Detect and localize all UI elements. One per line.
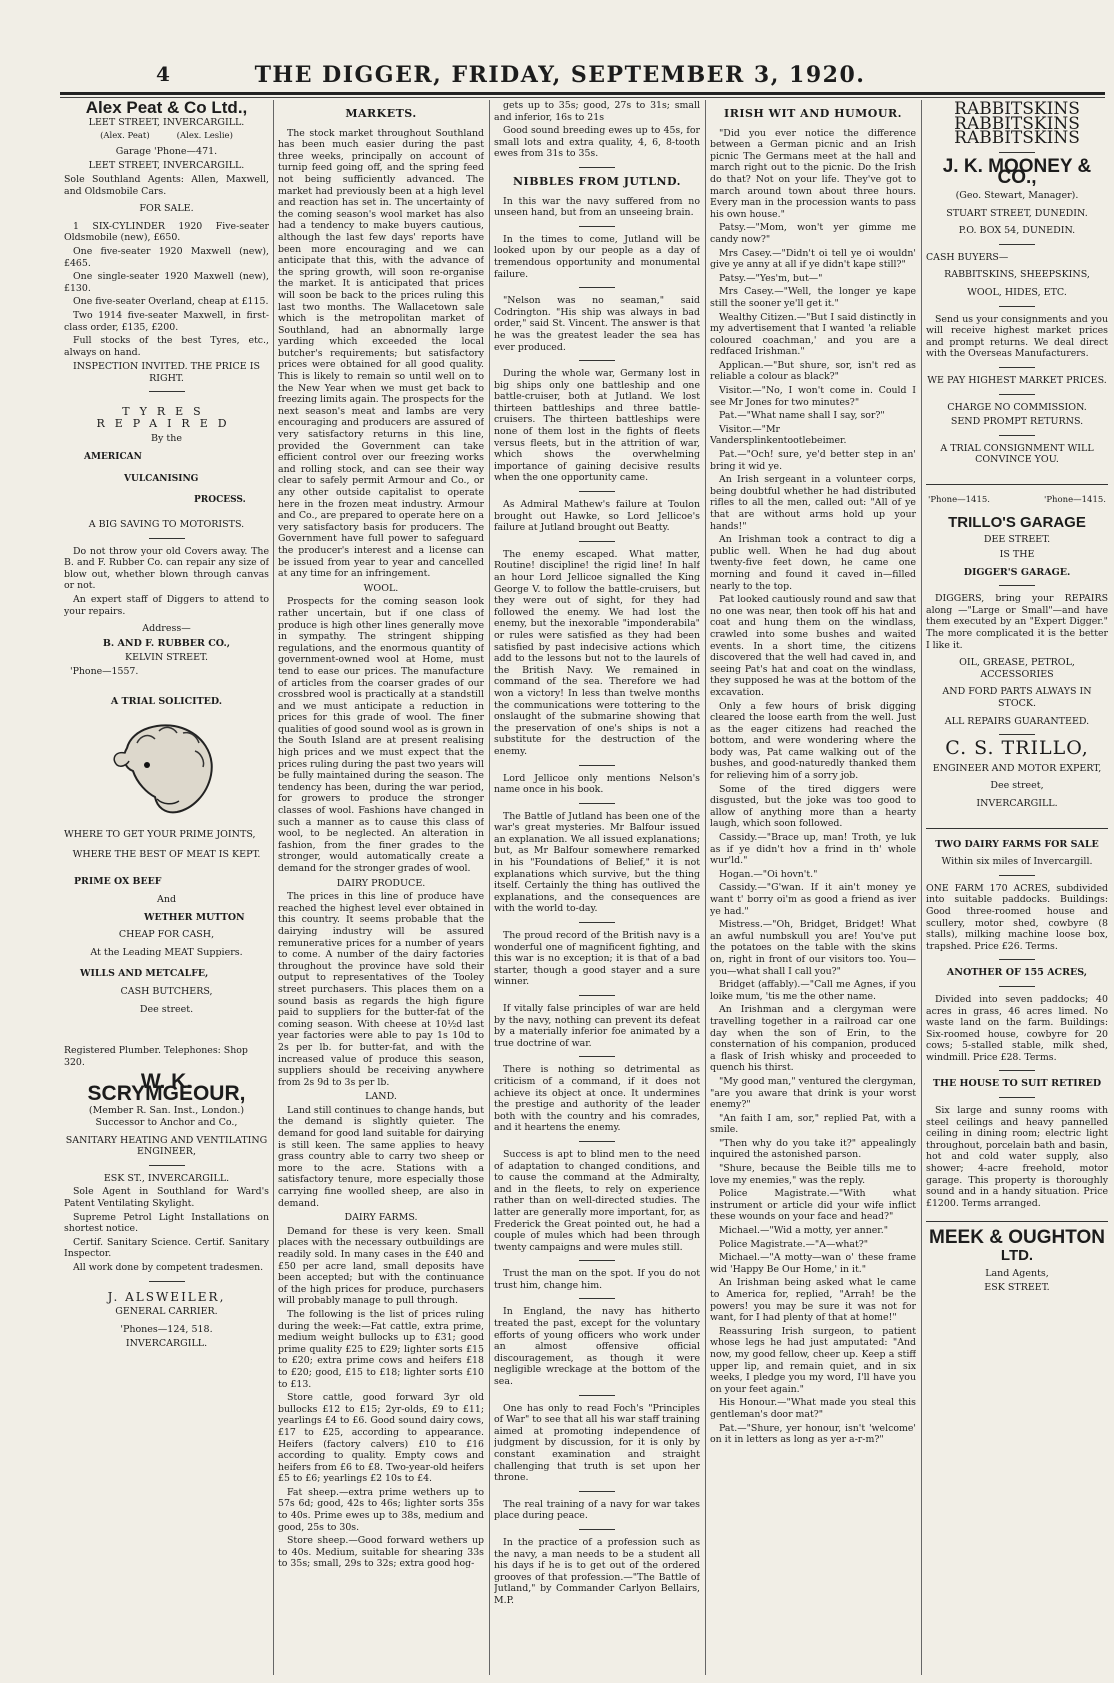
paragraph: Prospects for the coming season look rather uncertain, but if one class of produce is high other lines generally move in sympathy. The stringent shipping regulations, and the enormous quantity of government-owned wool at Home, must tend to ease our prices. The manufacture of articles from the coarser grades of our crossbred wool is practically at a standstill and we must anticipate a reduction in prices for this grade of wool. The finer qualities of good sound wool as is grown in the South Island are at present realising high prices and we must expect that the prices ruling during the past two years will be fully maintained during the season. The tendency has been, during the war period, for growers to produce the stronger classes of wool. Fashions have changed in such a manner as to cause this class of wool, to be neglected. An alteration in fashion, from the finer grades to the stronger, would automatically create a demand for the stronger grades of wool. bbox=[278, 596, 484, 874]
paragraph: Applican.—"But shure, sor, isn't red as reliable a colour as black?" bbox=[710, 359, 916, 383]
separator bbox=[149, 391, 185, 392]
land-heading: LAND. bbox=[365, 1091, 397, 1103]
separator bbox=[999, 986, 1035, 987]
ad-guaranteed: ALL REPAIRS GUARANTEED. bbox=[944, 715, 1090, 727]
separator bbox=[579, 1529, 615, 1530]
ad-trial: A TRIAL CONSIGNMENT WILL CONVINCE YOU. bbox=[940, 442, 1094, 466]
paragraph: Supreme Petrol Light Installations on shortest notice. bbox=[64, 1211, 269, 1235]
paragraph: All work done by competent tradesmen. bbox=[73, 1262, 264, 1273]
separator bbox=[999, 734, 1035, 735]
paragraph: In the times to come, Jutland will be looked upon by our people as a day of tremendous opportunity and monumental failure. bbox=[494, 233, 700, 280]
separator bbox=[579, 1141, 615, 1142]
separator bbox=[149, 1165, 185, 1166]
paragraph: In the practice of a profession such as the navy, a man needs to be a student all his days if he is to get out of the ordered grooves of that profession.—"The Battle of Jutland," by Commander Carlyon Bellairs, M.P. bbox=[494, 1536, 700, 1606]
paragraph: Michael.—"A motty—wan o' these frame wid 'Happy Be Our Home,' in it." bbox=[710, 1252, 916, 1275]
paragraph: Michael.—"Wid a motty, yer anner." bbox=[719, 1225, 889, 1237]
ad-rabbitskins-2: RABBITSKINS bbox=[954, 113, 1080, 134]
ad-and: And bbox=[156, 893, 177, 905]
ad-rubber-co: B. AND F. RUBBER CO., bbox=[102, 637, 231, 649]
paragraph: The real training of a navy for war takes place during peace. bbox=[494, 1498, 700, 1522]
ad-phones: 'Phones—124, 518. bbox=[120, 1323, 213, 1335]
separator bbox=[999, 875, 1035, 876]
ad-dee: Dee street. bbox=[139, 1003, 194, 1015]
ad-tyres-vulcanising: VULCANISING bbox=[124, 473, 199, 484]
separator bbox=[579, 1491, 615, 1492]
ad-tyres-body bbox=[64, 546, 269, 618]
paragraph: Fat sheep.—extra prime wethers up to 57s 6d; good, 42s to 46s; lighter sorts 35s to 40s. Prime ewes up to 38s, medium and good, 25s to 30s. bbox=[278, 1486, 484, 1533]
ad-ltd: LTD. bbox=[1000, 1247, 1034, 1264]
separator bbox=[579, 803, 615, 804]
paragraph: In England, the navy has hitherto treated the past, except for the voluntary efforts of young officers who work under an almost offensive official discouragement, as though it were negligible wreckage at the bottom of the sea. bbox=[494, 1306, 700, 1388]
paragraph: "An faith I am, sor," replied Pat, with a smile. bbox=[710, 1112, 916, 1136]
paragraph: The enemy escaped. What matter, Routine! discipline! the rigid line! In half an hour Lord Jellicoe signalled the King George V. to follow the battle-cruisers, but they were out of sight, for they had followed the enemy. We had lost the enemy, but the inexorable "imponderabila" or rules were satisfied as they had been satisfied by past indecisive actions which add to the lessons but not to the laurels of the British Navy. We remained in command of the sea. Therefore we had won a victory! In less than twelve months the communications were tottering to the onslaught of the submarine showing that the preservation of one's ships is not a substitute for the destruction of the enemy. bbox=[494, 548, 700, 757]
ad-rabbitskins-3: RABBITSKINS bbox=[954, 128, 1080, 149]
ad-phone-row bbox=[926, 495, 1108, 507]
ad-oil: OIL, GREASE, PETROL, ACCESSORIES bbox=[959, 657, 1075, 680]
paragraph: "My good man," ventured the clergyman, "are you aware that drink is your worst enemy?" bbox=[710, 1075, 916, 1111]
dairy-heading: DAIRY PRODUCE. bbox=[336, 877, 426, 889]
paragraph: Wealthy Citizen.—"But I said distinctly in my advertisement that I wanted 'a reliable coloured coachman,' and you are a redfaced Irishman." bbox=[710, 311, 916, 358]
ad-kelvin: KELVIN STREET. bbox=[125, 652, 208, 664]
ad-peat-street: LEET STREET, INVERCARGILL. bbox=[88, 116, 245, 128]
ad-invercargill: INVERCARGILL. bbox=[976, 797, 1058, 809]
ad-address-label: Address— bbox=[142, 623, 191, 635]
paragraph: An Irish sergeant in a volunteer corps, being doubtful whether he had distributed rifles to all the men, called out: "All of ye that are without arms hold up your hands!" bbox=[710, 474, 916, 532]
jutland-paragraphs bbox=[494, 196, 700, 1607]
ad-meek: MEEK & OUGHTON bbox=[929, 1227, 1105, 1249]
markets-wool bbox=[278, 596, 484, 874]
ad-meat-best: WHERE THE BEST OF MEAT IS KEPT. bbox=[72, 848, 261, 860]
paragraph: Sole Agent in Southland for Ward's Patent Ventilating Skylight. bbox=[64, 1186, 269, 1210]
paragraph: Land still continues to change hands, but the demand is slightly quieter. The demand for good land suitable for dairying is still keen. The same applies to heavy grass country able to carry two sheep or more to the acre. Stations with a satisfactory tenure, more especially those carrying fine woolled sheep, are also in demand. bbox=[278, 1104, 484, 1209]
column-advertisements-right bbox=[926, 100, 1108, 1675]
sheep-head-illustration bbox=[107, 713, 227, 823]
ad-farm-170: ONE FARM 170 ACRES, subdivided into suitable paddocks. Buildings: Good three-roomed house and scullery, motor shed, cowbyre (8 stalls), milking machine loose box, trapshed. Price £26. Terms. bbox=[926, 882, 1108, 952]
paragraph: An Irishman took a contract to dig a public well. When he had dug about twenty-five feet down, he came one morning and found it caved in—filled nearly to the top. bbox=[710, 534, 916, 592]
paragraph: Two 1914 five-seater Maxwell, in first-class order, £135, £200. bbox=[64, 309, 269, 333]
ad-meat-where: WHERE TO GET YOUR PRIME JOINTS, bbox=[64, 829, 256, 841]
ad-pobox: P.O. BOX 54, DUNEDIN. bbox=[958, 225, 1076, 237]
paragraph: Some of the tired diggers were disgusted, but the joke was too good to allow of anything more than a hearty laugh, which soon followed. bbox=[710, 783, 916, 830]
separator bbox=[999, 367, 1035, 368]
ad-tyres-process: PROCESS. bbox=[194, 495, 246, 506]
ad-wether: WETHER MUTTON bbox=[144, 911, 245, 923]
ad-house-suit: THE HOUSE TO SUIT RETIRED bbox=[932, 1078, 1102, 1090]
paragraph: An Irishman and a clergyman were travelling together in a railroad car one day when the son of Erin, to the consternation of his companion, produced a flask of Irish whisky and proceeded to quench his thirst. bbox=[710, 1004, 916, 1074]
column-advertisements-left bbox=[64, 100, 269, 1675]
markets-land bbox=[278, 1105, 484, 1209]
ad-leading: At the Leading MEAT Suppiers. bbox=[90, 946, 243, 958]
separator bbox=[149, 1281, 185, 1282]
paragraph: Good sound breeding ewes up to 45s, for small lots and extra quality, 4, 6, 8-tooth ewes from 31s to 35s. bbox=[494, 125, 700, 160]
markets-intro bbox=[278, 128, 484, 580]
paragraph: Cassidy.—"Brace up, man! Troth, ye luk as if ye didn't hov a frind in th' whole wur'ld." bbox=[710, 832, 916, 867]
ad-dee-street: DEE STREET. bbox=[983, 534, 1051, 546]
separator bbox=[999, 306, 1035, 307]
paragraph: Pat.—"Och! sure, ye'd better step in an' bring it wid ye. bbox=[710, 449, 916, 472]
paragraph: Reassuring Irish surgeon, to patient whose legs he had just amputated: "And now, my good fellow, cheer up. Keep a stiff upper lip, and remain quiet, and in six weeks, I pledge you my word, I'll have you on your feet again." bbox=[710, 1325, 916, 1395]
ad-another: ANOTHER OF 155 ACRES, bbox=[946, 967, 1088, 979]
ad-rabbitskins-sheepskins: RABBITSKINS, SHEEPSKINS, bbox=[944, 269, 1090, 281]
paragraph: Police Magistrate.—"A—what?" bbox=[719, 1238, 869, 1250]
ad-trial-solicited: A TRIAL SOLICITED. bbox=[110, 695, 223, 707]
ad-mooney-manager: (Geo. Stewart, Manager). bbox=[955, 189, 1079, 201]
ad-tyres-head: TYRES REPAIRED bbox=[96, 405, 237, 431]
farms-heading: DAIRY FARMS. bbox=[344, 1212, 418, 1224]
paragraph: Pat looked cautiously round and saw that no one was near, then took off his hat and coat and hung them on the windlass, crawled into some bushes and waited events. In a short time, the citizens discovered that the well had caved in, and seeing Pat's hat and coat on the windlass, they supposed he was at the bottom of the excavation. bbox=[710, 594, 916, 698]
ad-scrym-sanitary: SANITARY HEATING AND VENTILATING ENGINEER, bbox=[65, 1134, 268, 1158]
column-divider bbox=[273, 100, 274, 1675]
markets-dairy bbox=[278, 891, 484, 1088]
ad-mooney: J. K. MOONEY & CO., bbox=[942, 155, 1092, 189]
ad-diggers-garage: DIGGER'S GARAGE. bbox=[963, 566, 1071, 578]
ad-tyres-american: AMERICAN bbox=[84, 452, 142, 463]
jutland-heading: NIBBLES FROM JUTLND. bbox=[513, 174, 681, 188]
separator bbox=[579, 1395, 615, 1396]
paragraph: "Then why do you take it?" appealingly inquired the astonished parson. bbox=[710, 1137, 916, 1161]
ad-rabbitskins-1: RABBITSKINS bbox=[954, 100, 1080, 119]
paragraph: "Nelson was no seaman," said Codrington. "His ship was always in bad order," said St. Vincent. The answer is that he was the greatest leader the sea has ever produced. bbox=[494, 295, 700, 353]
paragraph: Do not throw your old Covers away. The B. and F. Rubber Co. can repair any size of blow out, whether blown through canvas or not. bbox=[64, 545, 269, 592]
ad-peat-partners: (Alex. Peat) (Alex. Leslie) bbox=[100, 131, 233, 142]
separator bbox=[579, 167, 615, 168]
separator bbox=[579, 360, 615, 361]
ad-send: Send us your consignments and you will receive highest market prices and prompt returns. We deal direct with the Overseas Manufacturers. bbox=[926, 313, 1108, 360]
paragraph: Lord Jellicoe only mentions Nelson's name once in his book. bbox=[494, 772, 700, 796]
ad-phone-right: 'Phone—1415. bbox=[1044, 494, 1106, 505]
paragraph: The stock market throughout Southland has been much easier during the past three weeks, principally on account of turnip feed going off, and the spring feed not being sufficiently advanced. The market had previously been at a high level and reaction has set in. The uncertainty of the coming season's wool market has also had a tendency to make buyers cautious, although the last few days' reports have been more encouraging and we can anticipate that this, with the advance of the spring growth, will soon re-organise the market. It is anticipated that prices will soon be back to the prices ruling this last two months. The Wallacetown sale which is the metropolitan market of Southland, had an abnormally large yarding which exceeded the local butcher's requirements; but satisfactory prices were obtained for all good quality. This is likely to remain so until well on to the New Year when we must get back to freezing limits again. The prospects for the next season's meat and lambs are very encouraging and producers are assured of very satisfactory returns in this line, provided the Government can take efficient control over our freezing works and rolling stock, and can see their way clear to safely permit Armour and Co., or any other outside capitalist to operate here in the frozen meat industry. Armour and Co., are prepared to operate here on a very satisfactory basis for producers. The Government have full power to safeguard the producer's interest and a license can be issued from year to year and cancelled at any time for an infringement. bbox=[278, 127, 484, 580]
ad-prime-ox: PRIME OX BEEF bbox=[74, 876, 162, 888]
column-jutland bbox=[494, 100, 700, 1675]
ad-phone-left: 'Phone—1415. bbox=[928, 494, 990, 505]
paragraph: One single-seater 1920 Maxwell (new), £130. bbox=[64, 271, 269, 294]
header-rule-thin bbox=[60, 97, 1105, 98]
column-markets bbox=[278, 100, 484, 1675]
paragraph: The proud record of the British navy is a wonderful one of magnificent fighting, and this war is no exception; it is that of a bad starter, though a good stayer and a sure winner. bbox=[494, 930, 700, 988]
ad-land-agents: Land Agents, bbox=[985, 1267, 1049, 1279]
section-rule bbox=[926, 828, 1108, 829]
paragraph: Cassidy.—"G'wan. If it ain't money ye want t' borry oi'm as good a friend as iver ye had." bbox=[710, 882, 916, 917]
ad-inspection: INSPECTION INVITED. THE PRICE IS RIGHT. bbox=[72, 361, 260, 384]
separator bbox=[999, 1070, 1035, 1071]
ad-peat-name: Alex Peat & Co Ltd., bbox=[85, 100, 248, 117]
paragraph: The prices in this line of produce have reached the highest level ever obtained in this country. It seems probable that the dairying industry will be assured remunerative prices for a number of years to come. A number of the dairy factories throughout the province have sold their output to representatives of the Tooley street purchasers. This places them on a sound basis as regards the high figure paid to suppliers for the butter-fat of the coming season. With cheese at 10½d last year factories were able to pay 1s 10d to 2s per lb. for butter-fat, and with the increased value of produce this season, suppliers should be receiving anywhere from 2s 9d to 3s per lb. bbox=[278, 891, 484, 1088]
ad-cheap: CHEAP FOR CASH, bbox=[118, 929, 215, 941]
ad-scrym-body bbox=[64, 1186, 269, 1273]
paragraph: Hogan.—"Oi hovn't." bbox=[719, 868, 818, 880]
separator bbox=[579, 1260, 615, 1261]
paragraph: One five-seater 1920 Maxwell (new), £465. bbox=[64, 245, 269, 269]
ad-wills: WILLS AND METCALFE, bbox=[80, 968, 209, 980]
ad-plumber-line: Registered Plumber. Telephones: Shop 320. bbox=[64, 1045, 248, 1068]
ad-tyres-by: By the bbox=[151, 432, 182, 444]
separator bbox=[999, 152, 1035, 153]
ad-scrym-esk: ESK ST., INVERCARGILL. bbox=[103, 1172, 230, 1184]
ad-engineer: ENGINEER AND MOTOR EXPERT, bbox=[932, 762, 1102, 774]
wool-heading: WOOL. bbox=[363, 582, 399, 594]
ad-cash-buyers: CASH BUYERS— bbox=[926, 251, 1009, 263]
separator bbox=[149, 538, 185, 539]
irish-paragraphs bbox=[710, 128, 916, 1446]
sale-list bbox=[64, 221, 269, 359]
ad-charge: CHARGE NO COMMISSION. bbox=[947, 401, 1087, 413]
ad-within: Within six miles of Invercargill. bbox=[941, 856, 1093, 868]
ad-we-pay: WE PAY HIGHEST MARKET PRICES. bbox=[927, 374, 1107, 386]
header-rule bbox=[60, 92, 1105, 95]
ad-wool-hides: WOOL, HIDES, ETC. bbox=[967, 286, 1067, 298]
paragraph: Pat.—"What name shall I say, sor?" bbox=[719, 410, 885, 422]
ad-farm-155: Divided into seven paddocks; 40 acres in grass, 46 acres limed. No waste land on the farm. Buildings: Six-roomed house, cowbyre for 20 cows; 5-stalled stable, milk shed, windmill. Price £28. Terms. bbox=[926, 993, 1108, 1063]
column-divider bbox=[921, 100, 922, 1675]
separator bbox=[579, 922, 615, 923]
ad-peat-garage: Garage 'Phone—471. bbox=[115, 145, 218, 157]
paragraph: Bridget (affably).—"Call me Agnes, if you loike mum, 'tis me the other name. bbox=[710, 979, 916, 1002]
ad-house-body: Six large and sunny rooms with steel ceilings and heavy pannelled ceiling in dining room; electric light throughout, porcelain bath and basin, hot and cold water supply, also shower; 4-acre freehold, motor garage. This property is thoroughly sound and in a handy situation. Price £1200. Terms arranged. bbox=[926, 1105, 1108, 1209]
irish-heading: IRISH WIT AND HUMOUR. bbox=[724, 107, 902, 120]
ad-cash-butchers: CASH BUTCHERS, bbox=[120, 985, 213, 997]
paragraph: "Did you ever notice the difference between a German picnic and an Irish picnic The Germans meet at the hall and march right out to the picnic. Do the Irish do that? Not on your life. They've got to march around town about three hours. Every man in the procession wants to pass his own house." bbox=[710, 127, 916, 220]
ad-trillo-garage: TRILLO'S GARAGE bbox=[948, 513, 1086, 531]
paragraph: gets up to 35s; good, 27s to 31s; small and inferior, 16s to 21s bbox=[494, 100, 700, 123]
paragraph: Demand for these is very keen. Small places with the necessary outbuildings are readily sold. In many cases in the £40 and £50 per acre land, small deposits have been accepted; but with the continuance of the high prices for produce, purchasers will probably manage to pull through. bbox=[278, 1225, 484, 1307]
paragraph: Certif. Sanitary Science. Certif. Sanitary Inspector. bbox=[64, 1236, 269, 1260]
paragraph: Pat.—"Shure, yer honour, isn't 'welcome' on it in letters as long as yer a-r-m?" bbox=[710, 1422, 916, 1446]
paragraph: An Irishman being asked what le came to America for, replied, "Arrah! be the powers! you may be sure it was not for want, for I had plenty of that at home!" bbox=[710, 1277, 916, 1324]
separator bbox=[579, 226, 615, 227]
paragraph: One has only to read Foch's "Principles of War" to see that all his war staff training aimed at promoting independence of judgment by discussion, for it is only by constant examination and straight challenging that truth is set upon her throne. bbox=[494, 1402, 700, 1484]
column-irish-wit bbox=[710, 100, 916, 1675]
separator bbox=[579, 1056, 615, 1057]
paragraph: Trust the man on the spot. If you do not trust him, change him. bbox=[494, 1268, 700, 1291]
paragraph: The following is the list of prices ruling during the week:—Fat cattle, extra prime, medium weight bullocks up to £31; good prime quality £25 to £29; lighter sorts £15 to £20; extra prime cows and heifers £18 to £20; good, £15 to £18; lighter sorts £10 to £13. bbox=[278, 1308, 484, 1390]
paragraph: Mrs Casey.—"Didn't oi tell ye oi wouldn' give ye anny at all if ye didn't kape still?" bbox=[710, 247, 916, 271]
masthead bbox=[60, 62, 1060, 90]
paragraph: Store cattle, good forward 3yr old bullocks £12 to £15; 2yr-olds, £9 to £11; yearlings £4 to £6. Good sound dairy cows, £17 to £25, according to appearance. Heifers (factory calvers) £10 to £16 according to quality. Empty cows and heifers from £6 to £8. Two-year-old heifers £5 to £6; yearlings £2 10s to £4. bbox=[278, 1392, 484, 1485]
ad-two-farms: TWO DAIRY FARMS FOR SALE bbox=[935, 838, 1099, 850]
markets-continued bbox=[494, 100, 700, 160]
paragraph: An expert staff of Diggers to attend to your repairs. bbox=[64, 594, 269, 617]
ad-saving: A BIG SAVING TO MOTORISTS. bbox=[88, 519, 245, 531]
separator bbox=[999, 959, 1035, 960]
paragraph: Success is apt to blind men to the need of adaptation to changed conditions, and to cause the command at the Admiralty, and in the fleets, to rely on experience rather than on well-directed studies. The latter are generally more important, for, as Frederick the Great pointed out, he had a couple of mules which had been through twenty campaigns and were mules still. bbox=[494, 1148, 700, 1253]
ad-peat-street2: LEET STREET, INVERCARGILL. bbox=[88, 160, 245, 172]
markets-farms bbox=[278, 1226, 484, 1570]
paragraph: In this war the navy suffered from no unseen hand, but from an unseeing brain. bbox=[494, 195, 700, 219]
separator bbox=[579, 765, 615, 766]
ad-ford: AND FORD PARTS ALWAYS IN STOCK. bbox=[942, 686, 1092, 709]
ad-diggers-body: DIGGERS, bring your REPAIRS along —"Large or Small"—and have them executed by an "Expert Digger." The more complicated it is the better I like it. bbox=[926, 593, 1108, 651]
paragraph: Patsy.—"Mom, won't yer gimme me candy now?" bbox=[710, 222, 916, 245]
separator bbox=[579, 1298, 615, 1299]
paragraph: As Admiral Mathew's failure at Toulon brought out Hawke, so Lord Jellicoe's failure at Jutland brought out Beatty. bbox=[494, 499, 700, 534]
page-number: 4 bbox=[156, 62, 170, 86]
separator bbox=[999, 1097, 1035, 1098]
paragraph: 1 SIX-CYLINDER 1920 Five-seater Oldsmobile (new), £650. bbox=[64, 220, 269, 244]
paragraph: Patsy.—"Yes'm, but—" bbox=[719, 272, 823, 284]
ad-inv: INVERCARGILL. bbox=[125, 1338, 208, 1350]
ad-carrier: GENERAL CARRIER. bbox=[115, 1306, 218, 1318]
paragraph: "Shure, because the Beible tills me to love my enemies," was the reply. bbox=[710, 1163, 916, 1186]
paragraph: During the whole war, Germany lost in big ships only one battleship and one battle-cruiser, both at Jutland. We lost thirteen battleships and three battle-cruisers. The thirteen battleships were none of them lost in the fights of fleets versus fleets, but in the attrition of war, which shows the overwhelming importance of gaining decisive results when the one opportunity came. bbox=[494, 368, 700, 484]
page-title: THE DIGGER, FRIDAY, SEPTEMBER 3, 1920. bbox=[254, 62, 866, 88]
ad-scrym-member: (Member R. San. Inst., London.) Successor to Anchor and Co., bbox=[88, 1105, 245, 1129]
paragraph: Visitor.—"Mr Vandersplinkentootlebeimer. bbox=[710, 423, 847, 447]
ad-stuart: STUART STREET, DUNEDIN. bbox=[946, 207, 1088, 219]
section-rule bbox=[926, 484, 1108, 485]
separator bbox=[999, 435, 1035, 436]
separator bbox=[999, 244, 1035, 245]
separator bbox=[999, 585, 1035, 586]
paragraph: Full stocks of the best Tyres, etc., always on hand. bbox=[64, 335, 269, 358]
paragraph: Only a few hours of brisk digging cleared the loose earth from the well. Just as the eager citizens had reached the bottom, and were wondering where the body was, Pat came walking out of the bushes, and good-naturedly thanked them for relieving him of a sorry job. bbox=[710, 700, 916, 782]
paragraph: Store sheep.—Good forward wethers up to 40s. Medium, suitable for shearing 33s to 35s; small, 29s to 32s; extra good hog- bbox=[278, 1535, 484, 1570]
ad-esk: ESK STREET. bbox=[984, 1282, 1050, 1294]
markets-heading: MARKETS. bbox=[345, 107, 417, 120]
separator bbox=[999, 394, 1035, 395]
column-divider bbox=[489, 100, 490, 1675]
separator bbox=[579, 995, 615, 996]
separator bbox=[579, 491, 615, 492]
ad-cs-trillo: C. S. TRILLO, bbox=[945, 737, 1089, 760]
ad-dee-lower: Dee street, bbox=[990, 780, 1044, 792]
paragraph: His Honour.—"What made you steal this gentleman's door mat?" bbox=[710, 1397, 916, 1420]
paragraph: Visitor.—"No, I won't come in. Could I see Mr Jones for two minutes?" bbox=[710, 385, 916, 408]
paragraph: One five-seater Overland, cheap at £115. bbox=[73, 296, 269, 308]
section-rule bbox=[926, 1221, 1108, 1222]
paragraph: There is nothing so detrimental as criticism of a command, if it does not achieve its object at once. It undermines the prestige and authority of the leader both with the country and his comrades, and it heartens the enemy. bbox=[494, 1064, 700, 1134]
paragraph: Police Magistrate.—"With what instrument or article did your wife inflict these wounds on your face and head?" bbox=[710, 1188, 916, 1223]
ad-for-sale: FOR SALE. bbox=[139, 203, 194, 215]
paragraph: The Battle of Jutland has been one of the war's great mysteries. Mr Balfour issued an explanation. We all issued explanations; but, as Mr Balfour somewhere remarked in his "Foundations of Belief," it is not explanations which survive, but the thing itself. Certainly the thing has outlived the explanations, and the consequences are with the world to-day. bbox=[494, 810, 700, 915]
ad-send-prompt: SEND PROMPT RETURNS. bbox=[950, 416, 1084, 428]
paragraph: Mrs Casey.—"Well, the longer ye kape still the sooner ye'll get it." bbox=[710, 286, 916, 309]
ad-alsweiler: J. ALSWEILER, bbox=[107, 1289, 226, 1304]
column-divider bbox=[705, 100, 706, 1675]
separator bbox=[579, 541, 615, 542]
ad-scrymgeour: W. K. SCRYMGEOUR, bbox=[87, 1070, 246, 1105]
paragraph: Mistress.—"Oh, Bridget, Bridget! What an awful numbskull you are! You've put the potatoes on the table with the skins on, right in front of our visitors too. You—you—what shall I call you?" bbox=[710, 919, 916, 977]
ad-phone-1557: 'Phone—1557. bbox=[70, 665, 139, 677]
ad-is-the: IS THE bbox=[999, 549, 1035, 561]
ad-peat-agents: Sole Southland Agents: Allen, Maxwell, and Oldsmobile Cars. bbox=[64, 173, 269, 197]
separator bbox=[579, 287, 615, 288]
paragraph: If vitally false principles of war are held by the navy, nothing can prevent its defeat by a materially inferior foe animated by a true doctrine of war. bbox=[494, 1003, 700, 1049]
